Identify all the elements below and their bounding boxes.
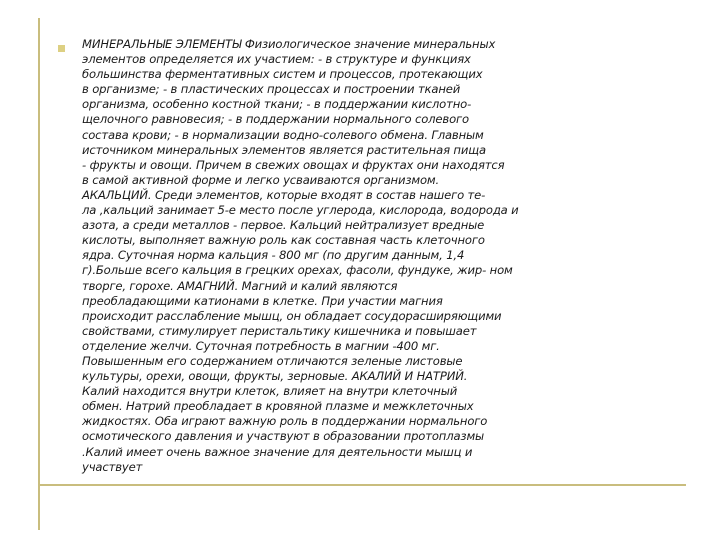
square-bullet-icon xyxy=(58,45,65,52)
left-frame-line xyxy=(38,18,40,530)
bottom-frame-line xyxy=(38,484,686,486)
body-text: МИНЕРАЛЬНЫЕ ЭЛЕМЕНТЫ Физиологическое значение минеральных элементов определяется их участием: - в структуре и функциях большинства ферментативных систем и процессов, протекающих в организме; - в пластических процессах и построении тканей организма, особенно костной ткани; - в поддержании кислотно- щелочного равновесия; - в поддержании нормального солевого состава крови; - в нормализации водно-солевого обмена. Главным источником минеральных элементов является растительная пища - фрукты и овощи. Причем в свежих овощах и фруктах они находятся в самой активной форме и легко усваиваются организмом. АКАЛЬЦИЙ. Среди элементов, которые входят в состав нашего те- ла ,кальций занимает 5-е место после углерода, кислорода, водорода и азота, а среди металлов - первое. Кальций нейтрализует вредные кислоты, выполняет важную роль как составная часть клеточного ядра. Суточная норма кальция - 800 мг (по другим данным, 1,4 г).Больше всего кальция в грецких орехах, фасоли, фундуке, жир- ном творге, горохе. АМАГНИЙ. Магний и калий являются преобладающими катионами в клетке. При участии магния происходит расслабление мышц, он обладает сосудорасширяющими свойствами, стимулирует перистальтику кишечника и повышает отделение желчи. Суточная потребность в магнии -400 мг. Повышенным его содержанием отличаются зеленые листовые культуры, орехи, овощи, фрукты, зерновые. АКАЛИЙ И НАТРИЙ. Калий находится внутри клеток, влияет на внутри клеточный обмен. Натрий преобладает в кровяной плазме и межклеточных жидкостях. Оба играют важную роль в поддержании нормального осмотического давления и участвуют в образовании протоплазмы .Калий имеет очень важное значение для деятельности мышц и участвует xyxy=(82,37,519,474)
